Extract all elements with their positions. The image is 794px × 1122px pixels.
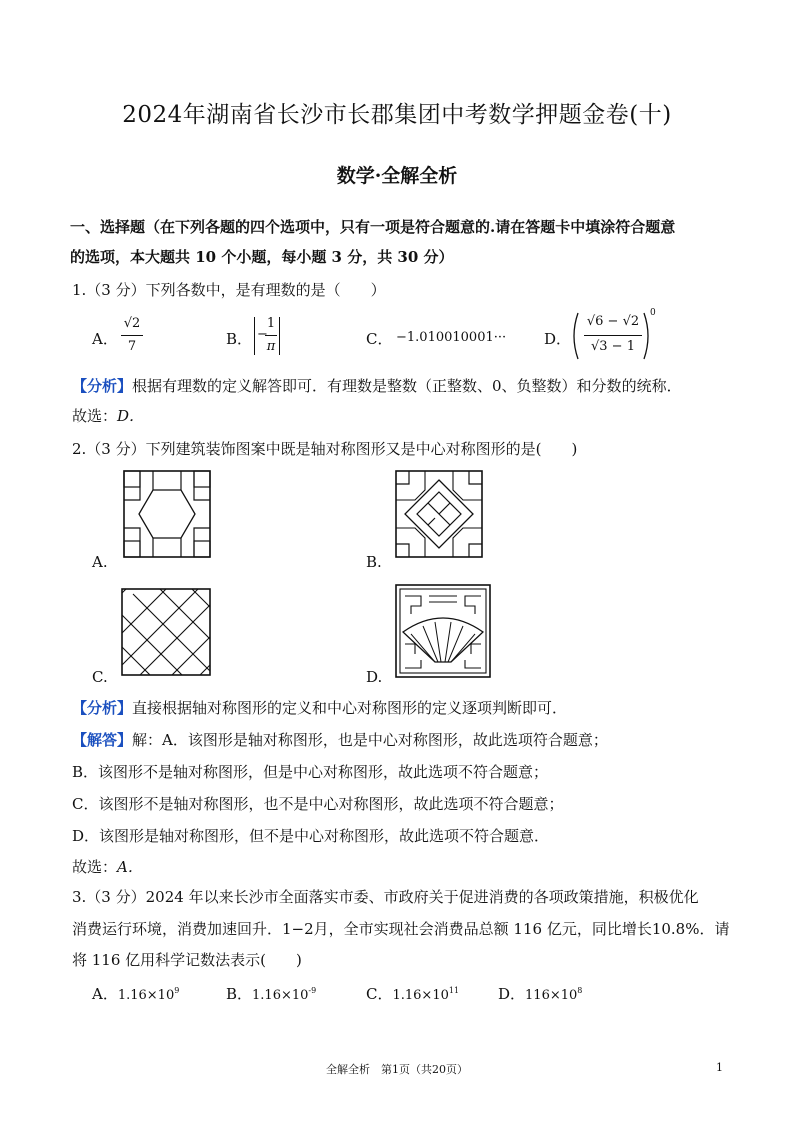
section-heading-line1: 一、选择题（在下列各题的四个选项中，只有一项是符合题意的.请在答题卡中填涂符合题意	[70, 218, 676, 236]
q1-option-d-fraction-bar	[584, 335, 642, 336]
q2-option-c-label: C.	[92, 668, 108, 686]
q1-option-b-label: B．	[226, 330, 253, 348]
q3-option-d	[498, 983, 582, 1004]
q3-option-a-label: A．	[92, 985, 118, 1003]
q3-option-d-label: D．	[498, 985, 526, 1003]
q1-option-a-label: A．	[92, 330, 118, 348]
q3-stem-line2: 消费运行环境，消费加速回升．1−2月，全市实现社会消费品总额 116 亿元，同比增长10.8%．请	[72, 920, 730, 938]
q2-option-d-pattern	[395, 584, 491, 678]
q2-solution	[72, 729, 608, 750]
q3-option-a	[92, 983, 179, 1004]
analysis-tag: 【分析】	[72, 377, 133, 395]
q1-option-d-numerator: √6 − √2	[586, 314, 640, 329]
q2-analysis	[72, 697, 567, 718]
q3-option-c-label: C．	[366, 985, 393, 1003]
q1-answer-label: 故选：	[72, 407, 118, 425]
q2-option-a-label: A.	[92, 553, 108, 571]
q3-option-a-value: 1.16×10	[117, 988, 175, 1003]
q3-option-b-label: B．	[226, 985, 253, 1003]
page-number: 1	[716, 1061, 723, 1074]
q2-option-d-label: D.	[366, 668, 383, 686]
q3-option-b-value: 1.16×10	[252, 988, 309, 1003]
q3-option-d-exponent: 8	[577, 986, 583, 995]
q3-option-b	[226, 983, 316, 1004]
q1-option-a-numerator: √2	[123, 316, 141, 331]
q2-answer-value: A．	[117, 858, 143, 876]
q2-stem: 2.（3 分）下列建筑装饰图案中既是轴对称图形又是中心对称图形的是( )	[72, 440, 578, 458]
q1-option-b-sign: −	[257, 327, 268, 342]
q1-option-a-fraction-bar	[121, 335, 143, 336]
q2-solution-b: B．该图形不是轴对称图形，但是中心对称图形，故此选项不符合题意；	[72, 763, 549, 781]
q3-option-c-exponent: 11	[448, 986, 460, 995]
q1-analysis	[72, 375, 682, 396]
q3-option-a-exponent: 9	[174, 986, 180, 995]
q1-option-a-denominator: 7	[127, 339, 137, 354]
q1-option-d-label: D．	[544, 330, 572, 348]
q1-option-d-exponent: 0	[650, 308, 656, 318]
q3-option-c	[366, 983, 459, 1004]
q2-solution-d: D．该图形是轴对称图形，但不是中心对称图形，故此选项不符合题意．	[72, 827, 550, 845]
section-heading-line2: 的选项，本大题共 10 个小题，每小题 3 分，共 30 分）	[70, 248, 454, 266]
q1-stem: 1.（3 分）下列各数中，是有理数的是（ ）	[72, 281, 386, 299]
q2-option-b-label: B.	[366, 553, 382, 571]
q2-option-c-pattern	[121, 588, 211, 676]
q2-answer	[72, 856, 143, 877]
q1-option-c-label: C．	[366, 330, 393, 348]
q2-option-b-pattern	[395, 470, 483, 558]
q1-option-b-abs-right	[279, 317, 280, 355]
q2-answer-label: 故选：	[72, 858, 118, 876]
document-subtitle: 数学·全解全析	[336, 165, 458, 187]
q3-option-c-value: 1.16×10	[392, 988, 449, 1003]
solution-tag: 【解答】	[72, 731, 133, 749]
analysis-tag: 【分析】	[72, 699, 133, 717]
q2-analysis-text: 直接根据轴对称图形的定义和中心对称图形的定义逐项判断即可．	[132, 699, 568, 717]
q2-solution-c: C．该图形不是轴对称图形，也不是中心对称图形，故此选项不符合题意；	[72, 795, 564, 813]
q2-option-a-pattern	[123, 470, 211, 558]
document-title: 2024年湖南省长沙市长郡集团中考数学押题金卷(十)	[122, 102, 672, 128]
q2-solution-a: 解：A．该图形是轴对称图形，也是中心对称图形，故此选项符合题意；	[132, 731, 608, 749]
q1-option-d-denominator: √3 − 1	[591, 339, 635, 354]
q3-option-b-exponent: -9	[308, 986, 317, 995]
q1-option-b-numerator: 1	[266, 316, 276, 331]
q3-stem-line1: 3.（3 分）2024 年以来长沙市全面落实市委、市政府关于促进消费的各项政策措施，积极优化	[72, 888, 699, 906]
q1-option-c-value: −1.010010001···	[396, 330, 507, 345]
page-footer: 全解全析 第1页（共20页）	[326, 1063, 468, 1076]
q3-stem-line3: 将 116 亿用科学记数法表示( )	[72, 951, 302, 969]
q1-answer	[72, 405, 144, 426]
q1-answer-value: D．	[117, 407, 145, 425]
q3-option-d-value: 116×10	[525, 988, 578, 1003]
q1-option-b-fraction-bar	[265, 335, 277, 336]
q1-option-b-abs-left	[254, 317, 255, 355]
q1-option-b-denominator: π	[266, 339, 276, 354]
q1-analysis-text: 根据有理数的定义解答即可．有理数是整数（正整数、0、负整数）和分数的统称．	[132, 377, 682, 395]
